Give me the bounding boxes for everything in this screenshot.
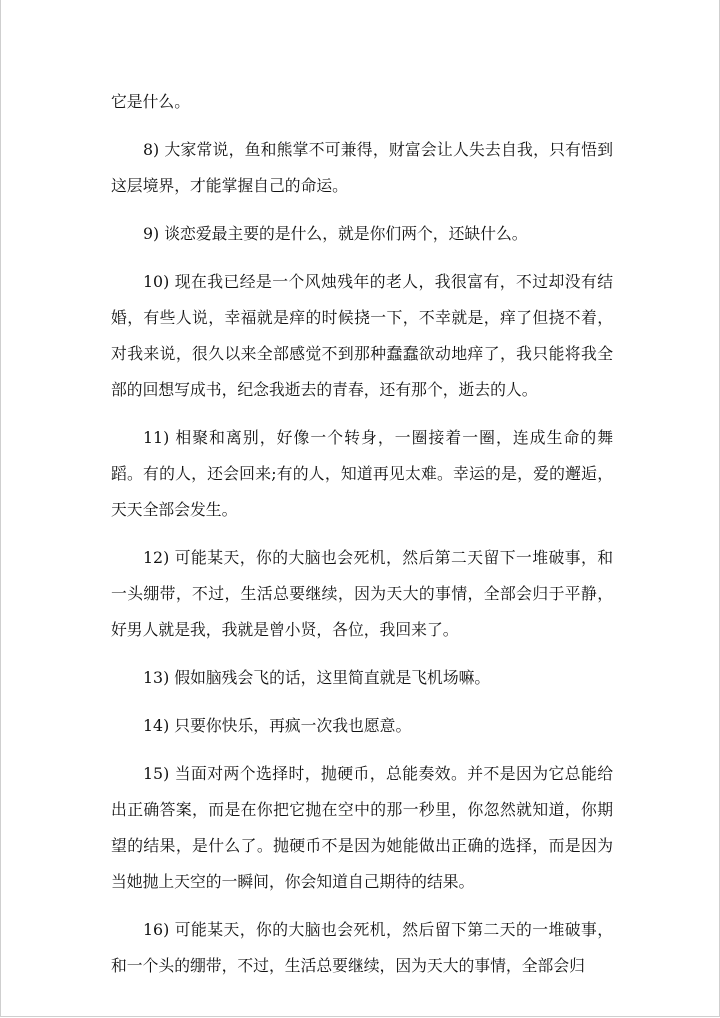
paragraph-16: 16) 可能某天，你的大脑也会死机，然后留下第二天的一堆破事，和一个头的绷带，不过，生活总要继续，因为天大的事情，全部会归 bbox=[111, 920, 613, 975]
document-body bbox=[111, 84, 613, 996]
paragraph-11: 11) 相聚和离别，好像一个转身，一圈接着一圈，连成生命的舞蹈。有的人，还会回来;有的人，知道再见太难。幸运的是，爱的邂逅，天天全部会发生。 bbox=[111, 428, 613, 519]
paragraph-12: 12) 可能某天，你的大脑也会死机，然后第二天留下一堆破事，和一头绷带，不过，生活总要继续，因为天大的事情，全部会归于平静，好男人就是我，我就是曾小贤，各位，我回来了。 bbox=[111, 548, 613, 639]
paragraph-continuation: 它是什么。 bbox=[111, 92, 190, 111]
paragraph-10: 10) 现在我已经是一个风烛残年的老人，我很富有，不过却没有结婚，有些人说，幸福就是痒的时候挠一下，不幸就是，痒了但挠不着，对我来说，很久以来全部感觉不到那种蠢蠢欲动地痒了，我只能将我全部的回想写成书，纪念我逝去的青春，还有那个，逝去的人。 bbox=[111, 272, 613, 399]
paragraph-9: 9) 谈恋爱最主要的是什么，就是你们两个，还缺什么。 bbox=[143, 224, 528, 243]
paragraph-13: 13) 假如脑残会飞的话，这里简直就是飞机场嘛。 bbox=[143, 668, 491, 687]
paragraph-14: 14) 只要你快乐，再疯一次我也愿意。 bbox=[143, 716, 412, 735]
paragraph-15: 15) 当面对两个选择时，抛硬币，总能奏效。并不是因为它总能给出正确答案，而是在你把它抛在空中的那一秒里，你忽然就知道，你期望的结果，是什么了。抛硬币不是因为她能做出正确的选择，而是因为当她抛上天空的一瞬间，你会知道自己期待的结果。 bbox=[111, 764, 613, 891]
paragraph-8: 8) 大家常说，鱼和熊掌不可兼得，财富会让人失去自我，只有悟到这层境界，才能掌握自己的命运。 bbox=[111, 140, 613, 195]
